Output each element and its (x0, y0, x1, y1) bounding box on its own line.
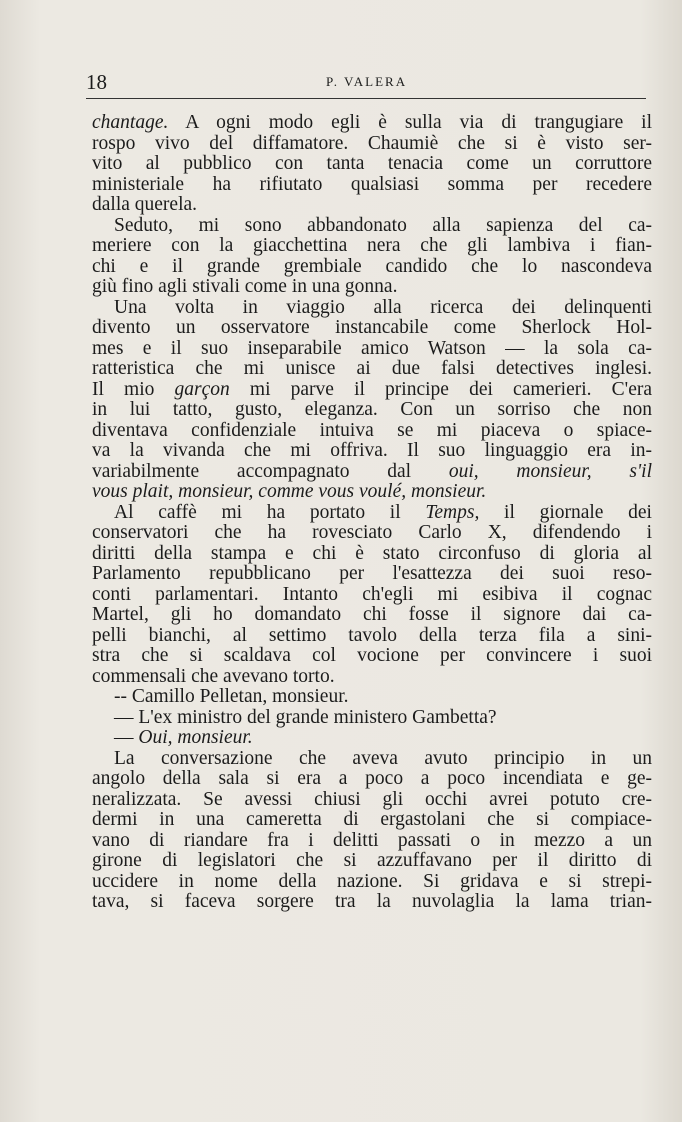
text-line (92, 298, 652, 319)
text-line (92, 687, 652, 708)
text-line (92, 175, 652, 196)
text-run: Parlamento repubblicano per l'esattezza dei suoi reso- (92, 563, 652, 584)
text-line (92, 318, 652, 339)
text-run: Il mio (92, 378, 175, 400)
text-line (92, 462, 652, 483)
text-run: uccidere in nome della nazione. Si gridava e si strepi- (92, 870, 652, 892)
text-line (92, 585, 652, 606)
italic-text-run: chantage. (92, 112, 169, 133)
text-run: La conversazione che aveva avuto principio in un (114, 747, 652, 769)
text-run: vano di riandare fra i delitti passati o in mezzo a un (92, 829, 652, 851)
text-run: mi parve il principe dei camerieri. C'era (229, 378, 652, 400)
text-run: Seduto, mi sono abbandonato alla sapienza del ca- (114, 214, 652, 236)
page-number: 18 (86, 70, 107, 94)
text-run: vito al pubblico con tanta tenacia come un corruttore (92, 153, 652, 174)
italic-text-run: Oui, monsieur. (138, 727, 253, 748)
italic-text-run: Temps, (425, 501, 480, 523)
text-line (92, 134, 652, 155)
text-run: chi e il grande grembiale candido che lo nascondeva (92, 255, 652, 277)
text-run: variabilmente accompagnato dal (92, 460, 449, 482)
text-line (92, 257, 652, 278)
text-line (92, 523, 652, 544)
text-run: diventava confidenziale intuiva se mi piaceva o spiace- (92, 419, 652, 441)
text-run: dermi in una cameretta di ergastolani che si compiace- (92, 809, 652, 830)
italic-text-run: oui, monsieur, s'il (448, 460, 652, 482)
text-run: commensali che avevano torto. (92, 665, 335, 687)
text-line (92, 277, 652, 298)
text-run: stra che si scaldava col vocione per convincere i suoi (92, 645, 652, 666)
text-line (92, 400, 652, 421)
text-run: conti parlamentari. Intanto ch'egli mi esibiva il cognac (92, 583, 652, 605)
text-run: -- Camillo Pelletan, monsieur. (114, 686, 349, 707)
text-run: tava, si faceva sorgere tra la nuvolaglia la lama trian- (92, 891, 652, 912)
text-line (92, 790, 652, 811)
text-line (92, 605, 652, 626)
text-line (92, 359, 652, 380)
text-run: divento un osservatore instancabile come Sherlock Hol- (92, 317, 652, 338)
text-line (92, 708, 652, 729)
text-line (92, 441, 652, 462)
text-line (92, 892, 652, 913)
text-run: Una volta in viaggio alla ricerca dei delinquenti (114, 296, 652, 318)
text-line (92, 749, 652, 770)
text-run: in lui tatto, gusto, eleganza. Con un sorriso che non (92, 399, 652, 420)
text-line (92, 769, 652, 790)
text-line (92, 195, 652, 216)
text-run: meriere con la giacchettina nera che gli lambiva i fian- (92, 235, 652, 256)
text-run: — (114, 727, 139, 748)
text-line (92, 544, 652, 565)
text-line (92, 421, 652, 442)
page-header (86, 64, 646, 99)
text-line (92, 216, 652, 237)
running-head-author: P. VALERA (326, 74, 408, 89)
text-line (92, 728, 652, 749)
text-run: conservatori che ha rovesciato Carlo X, difendendo i (92, 522, 652, 543)
text-line (92, 380, 652, 401)
italic-text-run: garçon (174, 378, 230, 400)
text-run: il giornale dei (479, 501, 652, 523)
text-line (92, 810, 652, 831)
text-run: giù fino agli stivali come in una gonna. (92, 276, 398, 297)
text-run: ratteristica che mi unisce ai due falsi detectives inglesi. (92, 358, 652, 379)
text-line (92, 872, 652, 893)
text-line (92, 626, 652, 647)
text-run: va la vivanda che mi offriva. Il suo linguaggio era in- (92, 440, 652, 461)
text-run: mes e il suo inseparabile amico Watson — la sola ca- (92, 337, 652, 359)
text-line (92, 646, 652, 667)
text-run: A ogni modo egli è sulla via di trangugiare il (168, 112, 652, 133)
text-run: dalla querela. (92, 194, 198, 215)
text-run: pelli bianchi, al settimo tavolo della terza fila a sini- (92, 624, 652, 646)
text-run: diritti della stampa e chi è stato circonfuso di gloria al (92, 542, 652, 564)
text-line (92, 851, 652, 872)
text-run: angolo della sala si era a poco a poco incendiata e ge- (92, 768, 652, 789)
text-line (92, 236, 652, 257)
text-line (92, 113, 652, 134)
text-line (92, 667, 652, 688)
text-line (92, 482, 652, 503)
text-run: rospo vivo del diffamatore. Chaumiè che si è visto ser- (92, 132, 652, 154)
text-line (92, 831, 652, 852)
text-run: girone di legislatori che si azzuffavano per il diritto di (92, 850, 652, 871)
text-line (92, 339, 652, 360)
body-text (92, 113, 652, 913)
text-run: Al caffè mi ha portato il (114, 501, 426, 523)
text-run: ministeriale ha rifiutato qualsiasi somma per recedere (92, 173, 652, 195)
italic-text-run: vous plait, monsieur, comme vous voulé, monsieur. (92, 481, 487, 502)
text-line (92, 503, 652, 524)
text-run: — L'ex ministro del grande ministero Gambetta? (114, 706, 497, 728)
text-line (92, 154, 652, 175)
text-run: neralizzata. Se avessi chiusi gli occhi avrei potuto cre- (92, 788, 652, 810)
text-line (92, 564, 652, 585)
text-run: Martel, gli ho domandato chi fosse il signore dai ca- (92, 604, 652, 625)
